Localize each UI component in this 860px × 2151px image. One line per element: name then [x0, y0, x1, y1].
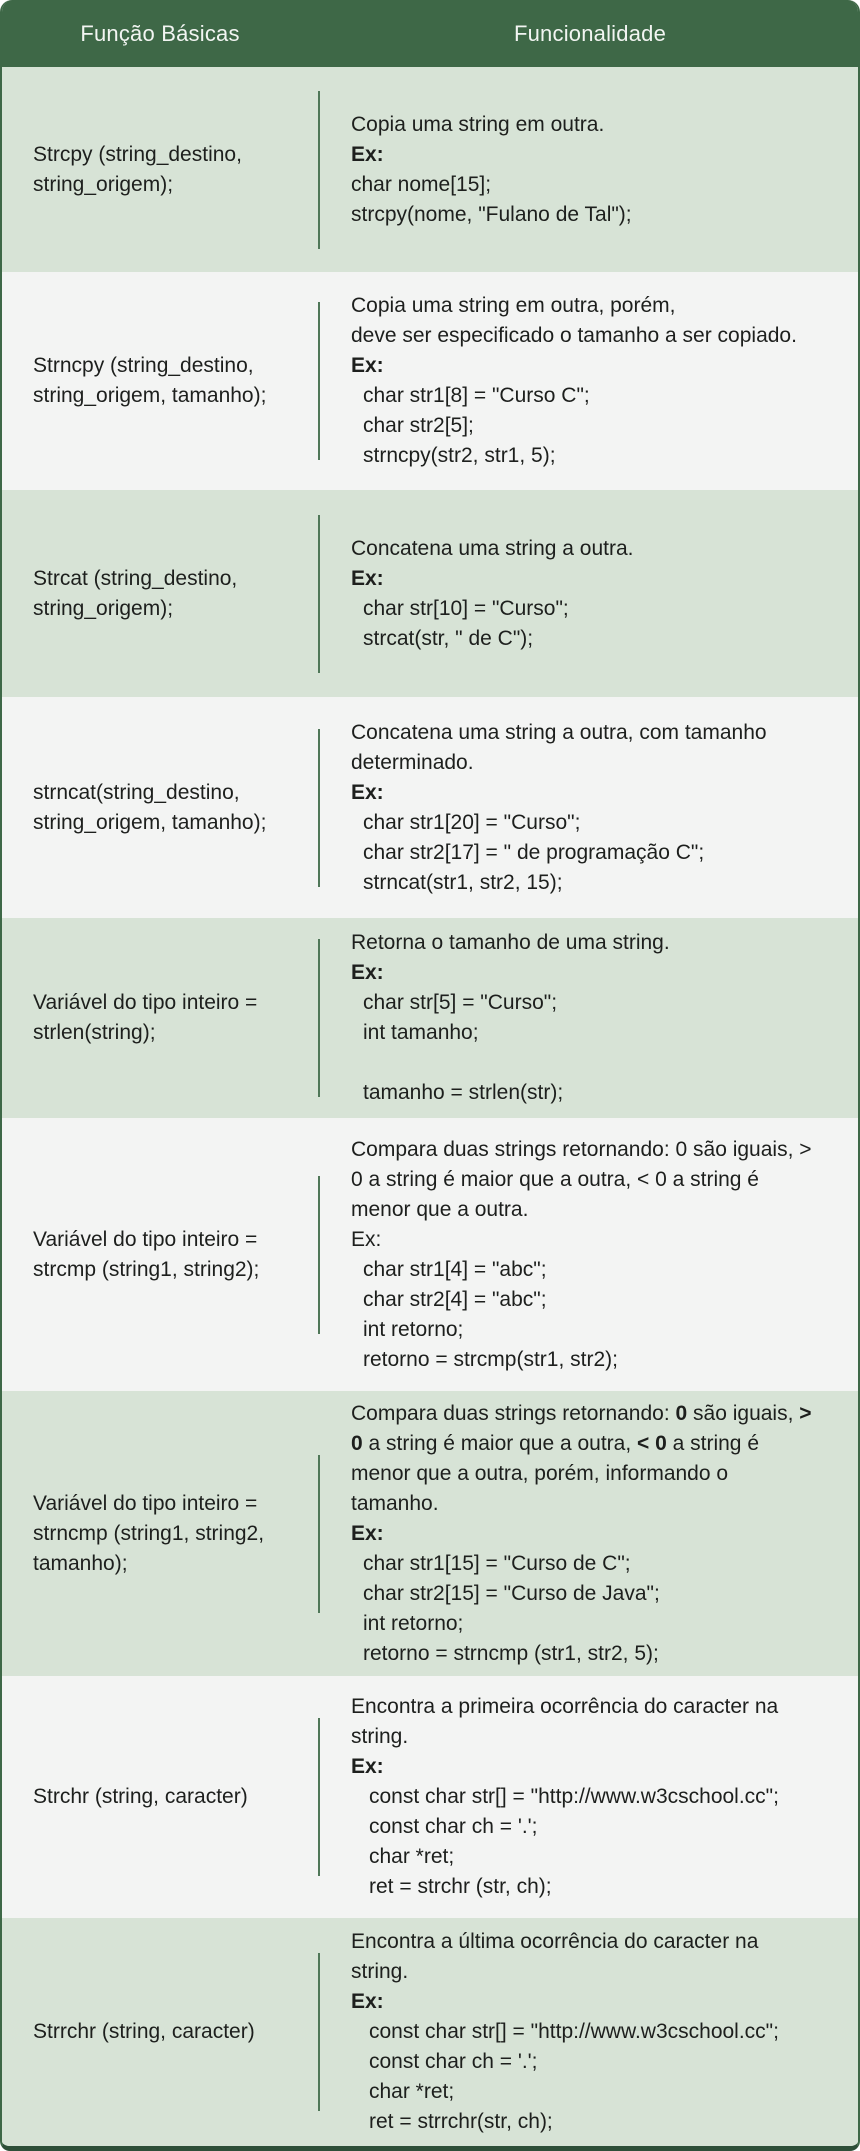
function-description	[318, 918, 858, 1118]
header-col-funcao-basicas: Função Básicas	[80, 20, 240, 46]
bold-text: 0	[351, 1431, 363, 1455]
table-row	[2, 490, 858, 697]
description-line	[351, 1549, 838, 1579]
description-line	[351, 958, 838, 988]
description-line	[351, 748, 838, 778]
signature-line: Variável do tipo inteiro =	[33, 1227, 258, 1251]
description-line	[351, 1489, 838, 1519]
description-line	[351, 2047, 838, 2077]
description-line	[351, 838, 838, 868]
function-signature	[2, 1118, 318, 1391]
table-header	[0, 0, 860, 67]
text: a string é maior que a outra,	[362, 1431, 637, 1455]
text: Concatena uma string a outra.	[351, 536, 634, 560]
signature-line: string_origem);	[33, 596, 174, 620]
function-signature	[2, 272, 318, 490]
description-line	[351, 1722, 838, 1752]
text: Compara duas strings retornando:	[351, 1401, 676, 1425]
description-line	[351, 1609, 838, 1639]
description-line	[351, 1459, 838, 1489]
table-row	[2, 1676, 858, 1918]
description-line	[351, 1429, 838, 1459]
description-line	[351, 1255, 838, 1285]
text: string.	[351, 1725, 409, 1748]
text: int tamanho;	[363, 1021, 479, 1044]
function-signature	[2, 1391, 318, 1676]
text: int retorno;	[363, 1317, 464, 1341]
function-signature	[2, 490, 318, 697]
description-line	[351, 808, 838, 838]
text: char str2[17] = " de programação C";	[363, 840, 705, 864]
description-line	[351, 200, 838, 230]
text: const char str[] = "http://www.w3cschool.cc";	[369, 2020, 779, 2043]
function-description	[318, 1676, 858, 1918]
table-row	[2, 272, 858, 490]
signature-line: strncmp (string1, string2,	[33, 1521, 265, 1545]
text: Copia uma string em outra, porém,	[351, 294, 676, 317]
description-line	[351, 1165, 838, 1195]
description-line	[351, 140, 838, 170]
text: menor que a outra, porém, informando o	[351, 1461, 729, 1485]
text: tamanho.	[351, 1491, 439, 1515]
description-line	[351, 1812, 838, 1842]
signature-line: Strncpy (string_destino,	[33, 354, 254, 377]
text: char str[10] = "Curso";	[363, 596, 569, 620]
description-line	[351, 928, 838, 958]
signature-line: tamanho);	[33, 1551, 128, 1575]
description-line	[351, 868, 838, 898]
text: char str1[15] = "Curso de C";	[363, 1551, 631, 1575]
text: char str1[4] = "abc";	[363, 1257, 547, 1281]
signature-line: Strrchr (string, caracter)	[33, 2020, 255, 2043]
text: const char str[] = "http://www.w3cschool.cc";	[369, 1785, 779, 1808]
function-description	[318, 1391, 858, 1676]
signature-line: string_origem);	[33, 172, 174, 196]
bold-text: >	[799, 1401, 812, 1425]
signature-line: string_origem, tamanho);	[33, 810, 267, 834]
description-line	[351, 594, 838, 624]
bold-text: Ex:	[351, 142, 384, 166]
description-line	[351, 2107, 838, 2137]
text: char str[5] = "Curso";	[363, 991, 558, 1014]
description-line	[351, 1519, 838, 1549]
header-col-funcionalidade: Funcionalidade	[513, 20, 667, 46]
function-signature	[2, 67, 318, 272]
bold-text: Ex:	[351, 961, 384, 984]
function-description	[318, 272, 858, 490]
description-line	[351, 170, 838, 200]
description-line	[351, 1135, 838, 1165]
text: strncpy(str2, str1, 5);	[363, 444, 556, 467]
text: Concatena uma string a outra, com tamanho	[351, 720, 767, 744]
column-divider	[318, 1953, 320, 2111]
text: são iguais,	[687, 1401, 800, 1425]
description-line	[351, 1639, 838, 1669]
text: string.	[351, 1960, 409, 1983]
signature-line: strncat(string_destino,	[33, 780, 240, 804]
text: char *ret;	[369, 2080, 455, 2103]
description-line	[351, 1225, 838, 1255]
column-divider	[318, 515, 320, 673]
description-line	[351, 1752, 838, 1782]
text: char str1[8] = "Curso C";	[363, 384, 590, 407]
signature-line: strlen(string);	[33, 1021, 156, 1044]
function-description	[318, 697, 858, 918]
table-row	[2, 67, 858, 272]
bold-text: Ex:	[351, 354, 384, 377]
text: retorno = strncmp (str1, str2, 5);	[363, 1641, 659, 1665]
column-divider	[318, 729, 320, 887]
table-row	[2, 1918, 858, 2146]
column-divider	[318, 1455, 320, 1613]
column-divider	[318, 1176, 320, 1334]
description-line	[351, 1872, 838, 1902]
signature-line: string_origem, tamanho);	[33, 384, 267, 407]
bold-text: < 0	[637, 1431, 667, 1455]
description-line	[351, 1692, 838, 1722]
text: 0 a string é maior que a outra, < 0 a string é	[351, 1167, 759, 1191]
description-line	[351, 291, 838, 321]
column-divider	[318, 1718, 320, 1876]
text: char *ret;	[369, 1845, 455, 1868]
text: char str2[4] = "abc";	[363, 1287, 547, 1311]
table-body	[2, 67, 858, 2146]
function-description	[318, 1118, 858, 1391]
signature-line: Strcpy (string_destino,	[33, 142, 242, 166]
table-row	[2, 1118, 858, 1391]
signature-line: Variável do tipo inteiro =	[33, 991, 258, 1014]
function-description	[318, 67, 858, 272]
bold-text: 0	[675, 1401, 688, 1425]
signature-line: strcmp (string1, string2);	[33, 1257, 260, 1281]
text: strncat(str1, str2, 15);	[363, 870, 563, 894]
description-line	[351, 718, 838, 748]
description-line	[351, 381, 838, 411]
table-row	[2, 1391, 858, 1676]
description-line	[351, 1957, 838, 1987]
text: ret = strrchr(str, ch);	[369, 2110, 553, 2133]
description-line	[351, 1842, 838, 1872]
text: determinado.	[351, 750, 474, 774]
bold-text: Ex:	[351, 1990, 384, 2013]
signature-line: Variável do tipo inteiro =	[33, 1491, 258, 1515]
description-line	[351, 778, 838, 808]
function-signature	[2, 918, 318, 1118]
description-line	[351, 2017, 838, 2047]
description-line	[351, 411, 838, 441]
text: char str2[15] = "Curso de Java";	[363, 1581, 660, 1605]
function-description	[318, 490, 858, 697]
description-line	[351, 1579, 838, 1609]
text: deve ser especificado o tamanho a ser copiado.	[351, 324, 797, 347]
description-line	[351, 351, 838, 381]
description-line	[351, 1987, 838, 2017]
text: int retorno;	[363, 1611, 464, 1635]
description-line	[351, 1195, 838, 1225]
description-line	[351, 624, 838, 654]
text: Copia uma string em outra.	[351, 112, 605, 136]
column-divider	[318, 91, 320, 249]
function-signature	[2, 1676, 318, 1918]
text: const char ch = '.';	[369, 2050, 538, 2073]
text: Encontra a primeira ocorrência do caracter na	[351, 1695, 779, 1718]
text: menor que a outra.	[351, 1197, 529, 1221]
text: Encontra a última ocorrência do caracter na	[351, 1930, 759, 1953]
bold-text: Ex:	[351, 780, 384, 804]
text: char nome[15];	[351, 172, 492, 196]
bold-text: Ex:	[351, 1755, 384, 1778]
bold-text: Ex:	[351, 1521, 384, 1545]
description-line	[351, 1927, 838, 1957]
function-signature	[2, 697, 318, 918]
column-divider	[318, 939, 320, 1097]
text: tamanho = strlen(str);	[363, 1081, 564, 1104]
text: char str1[20] = "Curso";	[363, 810, 581, 834]
text: strcat(str, " de C");	[363, 626, 534, 650]
bold-text: Ex:	[351, 566, 384, 590]
description-line	[351, 2077, 838, 2107]
text: a string é	[666, 1431, 759, 1455]
description-line	[351, 1018, 838, 1048]
table-row	[2, 918, 858, 1118]
column-divider	[318, 302, 320, 460]
description-line	[351, 1782, 838, 1812]
text: Compara duas strings retornando: 0 são iguais, >	[351, 1137, 812, 1161]
description-line	[351, 321, 838, 351]
description-line	[351, 1048, 838, 1078]
text: char str2[5];	[363, 414, 474, 437]
description-line	[351, 441, 838, 471]
text: Ex:	[351, 1227, 382, 1251]
text: const char ch = '.';	[369, 1815, 538, 1838]
table-row	[2, 697, 858, 918]
description-line	[351, 1285, 838, 1315]
signature-line: Strchr (string, caracter)	[33, 1785, 248, 1808]
text: ret = strchr (str, ch);	[369, 1875, 552, 1898]
description-line	[351, 534, 838, 564]
text: Retorna o tamanho de uma string.	[351, 931, 670, 954]
description-line	[351, 1345, 838, 1375]
text: strcpy(nome, "Fulano de Tal");	[351, 202, 632, 226]
description-line	[351, 1078, 838, 1108]
description-line	[351, 988, 838, 1018]
description-line	[351, 1315, 838, 1345]
description-line	[351, 110, 838, 140]
description-line	[351, 564, 838, 594]
signature-line: Strcat (string_destino,	[33, 566, 238, 590]
function-description	[318, 1918, 858, 2146]
function-signature	[2, 1918, 318, 2146]
text: retorno = strcmp(str1, str2);	[363, 1347, 618, 1371]
description-line	[351, 1399, 838, 1429]
